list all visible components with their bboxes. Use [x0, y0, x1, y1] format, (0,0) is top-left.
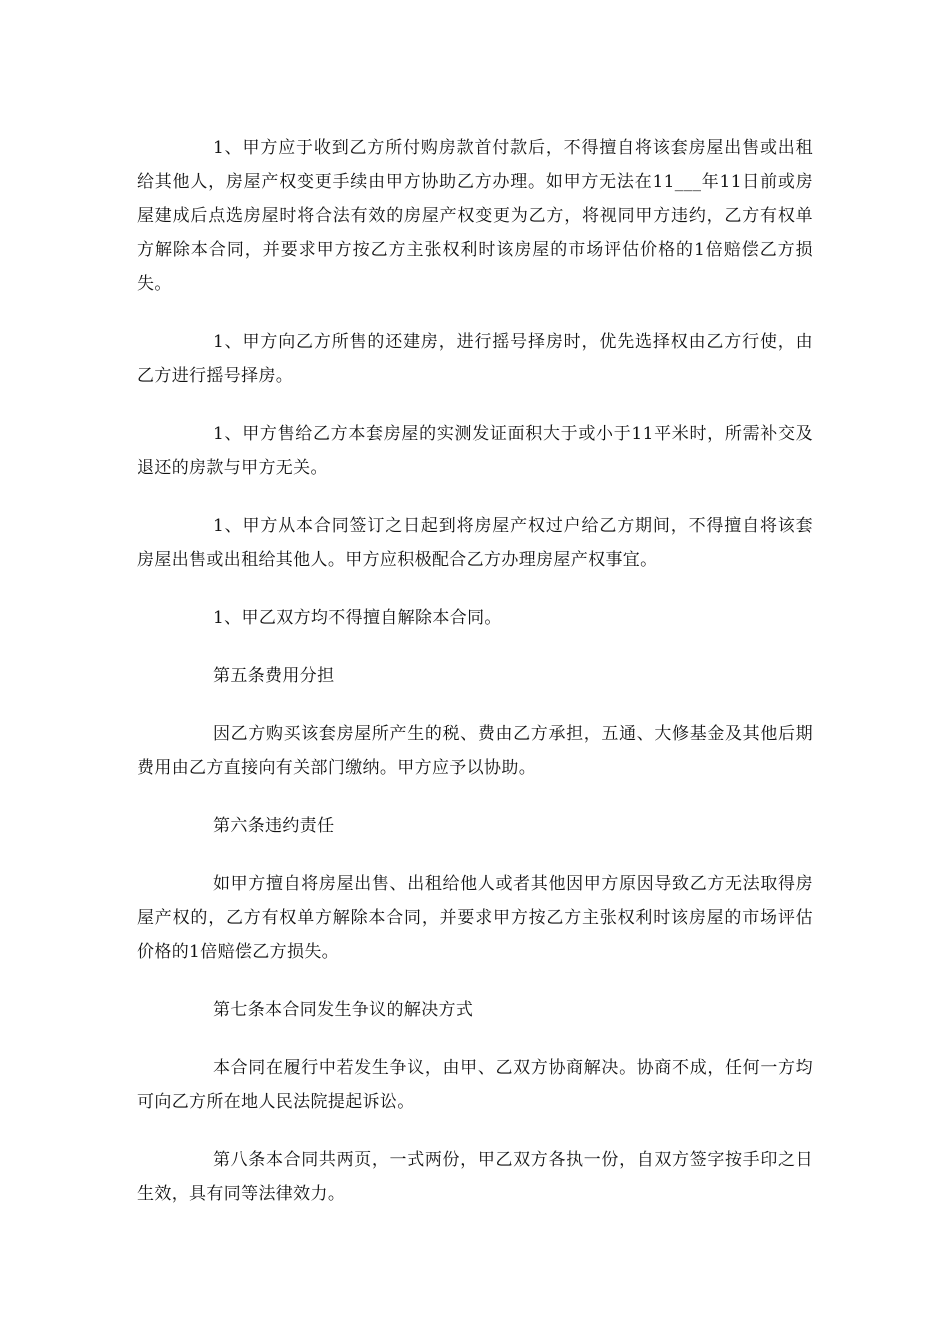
clause-paragraph: 1、甲方售给乙方本套房屋的实测发证面积大于或小于11平米时，所需补交及退还的房款与甲方无关。	[137, 424, 813, 478]
clause-paragraph: 第八条本合同共两页，一式两份，甲乙双方各执一份，自双方签字按手印之日生效，具有同等法律效力。	[137, 1150, 813, 1204]
clause-paragraph: 1、甲乙双方均不得擅自解除本合同。	[213, 608, 502, 628]
clause-paragraph: 因乙方购买该套房屋所产生的税、费由乙方承担，五通、大修基金及其他后期费用由乙方直接向有关部门缴纳。甲方应予以协助。	[137, 724, 813, 778]
clause-paragraph: 本合同在履行中若发生争议，由甲、乙双方协商解决。协商不成，任何一方均可向乙方所在地人民法院提起诉讼。	[137, 1058, 813, 1112]
section-heading: 第六条违约责任	[213, 816, 335, 836]
clause-paragraph: 1、甲方从本合同签订之日起到将房屋产权过户给乙方期间，不得擅自将该套房屋出售或出租给其他人。甲方应积极配合乙方办理房屋产权事宜。	[137, 516, 813, 570]
document-page	[137, 131, 813, 1235]
clause-paragraph: 1、甲方向乙方所售的还建房，进行摇号择房时，优先选择权由乙方行使，由乙方进行摇号择房。	[137, 332, 813, 386]
clause-paragraph: 如甲方擅自将房屋出售、出租给他人或者其他因甲方原因导致乙方无法取得房屋产权的，乙方有权单方解除本合同，并要求甲方按乙方主张权利时该房屋的市场评估价格的1倍赔偿乙方损失。	[137, 874, 813, 962]
clause-paragraph: 1、甲方应于收到乙方所付购房款首付款后，不得擅自将该套房屋出售或出租给其他人，房屋产权变更手续由甲方协助乙方办理。如甲方无法在11___年11日前或房屋建成后点选房屋时将合法有效的房屋产权变更为乙方，将视同甲方违约，乙方有权单方解除本合同，并要求甲方按乙方主张权利时该房屋的市场评估价格的1倍赔偿乙方损失。	[137, 138, 813, 294]
section-heading: 第五条费用分担	[213, 666, 335, 686]
section-heading: 第七条本合同发生争议的解决方式	[213, 1000, 474, 1020]
